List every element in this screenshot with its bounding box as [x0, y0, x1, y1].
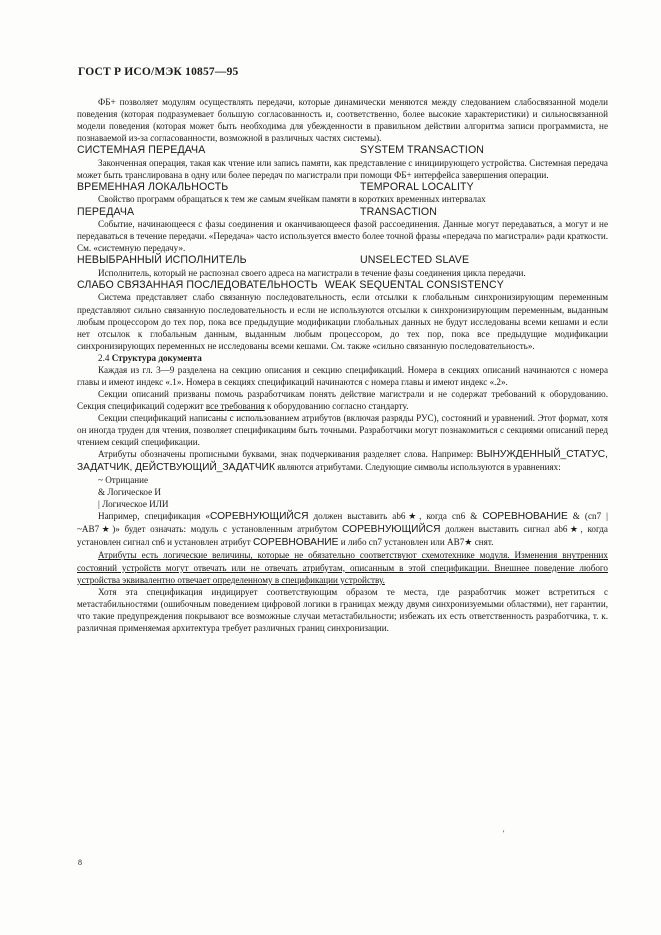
definition-transaction: Событие, начинающееся с фазы соединения и оканчивающееся фазой рассоединения. Данные могут передаваться, а могут и не передаваться в течение передачи. «Передача» часто используется вместо более точной фразы «передача по магистрали» ради краткости. См. «системную передачу».: [77, 219, 608, 254]
text-run: к оборудованию согласно стандарту.: [264, 400, 409, 411]
section-number: 2.4: [98, 352, 110, 363]
document-body: [77, 96, 608, 634]
term-ru: СЛАБО СВЯЗАННАЯ ПОСЛЕДОВАТЕЛЬНОСТЬ: [77, 278, 318, 291]
paragraph-example: [77, 510, 608, 549]
symbol-or: | Логическое ИЛИ: [98, 499, 169, 510]
page-header: ГОСТ Р ИСО/МЭК 10857—95: [78, 66, 239, 78]
symbol-not: ~ Отрицание: [98, 475, 149, 486]
term-ru: СИСТЕМНАЯ ПЕРЕДАЧА: [77, 144, 206, 157]
paragraph-descriptions: [77, 388, 608, 412]
term-en: WEAK SEQUENTAL CONSISTENCY: [324, 278, 504, 291]
paragraph-structure: Каждая из гл. 3—9 разделена на секцию описания и секцию спецификаций. Номера в секциях описаний начинаются с номера главы и имеют индекс «.1». Номера в секциях спецификаций начинаются с номера главы и имеют индекс «.2».: [77, 364, 608, 387]
paragraph-fb-plus: ФБ+ позволяет модулям осуществлять передачи, которые динамически меняются между следованием слабосвязанной модели поведения (которая подразумевает большую согласованность и, соответственно, более высокие характеристики) и сильносвязанной модели поведения (которая может быть необходима для убежденности в правильном действии алгоритма записи программиста, не познаваемой из-за согласованности, возможной в различных частях системы).: [77, 97, 608, 144]
term-system-transaction: [77, 144, 608, 157]
underlined-text: все требования: [205, 400, 265, 411]
attribute-name: СОРЕВНУЮЩИЙСЯ: [342, 524, 441, 536]
term-en: TEMPORAL LOCALITY: [360, 180, 474, 193]
text-run: Атрибуты обозначены прописными буквами, знак подчеркивания разделяет слова. Например:: [98, 449, 477, 460]
term-ru: ПЕРЕДАЧА: [77, 205, 135, 218]
text-run: должен выставить ab6★, когда cn6 &: [308, 511, 483, 522]
text-run: & (cn7 | ~AB7★)» будет означать: модуль с установленным атрибутом: [77, 511, 608, 535]
definition-weak-consistency: Система представляет слабо связанную последовательность, если отсылки к глобальным синхронизирующим переменным представляют сильно связанную последовательность и если не используются отсылки к синхронизирующим переменным, выданным любым процессором до тех пор, пока все предыдущие модификации глобальных данных не будут исследованы всеми кешами и если нет отсылок к глобальным данным, выданным любым процессором, до тех пор, пока все предыдущие модификации синхронизирующих переменных не исследованы всеми кешами. См. также «сильно связанную последовательность».: [77, 292, 608, 351]
text-run: Например, спецификация «: [98, 511, 210, 522]
symbol-and: & Логическое И: [98, 487, 162, 498]
definition-system-transaction: Законченная операция, такая как чтение или запись памяти, как представление с инициирующего устройства. Системная передача может быть транслирована в одну или более передач по магистрали при помощи ФБ+ интерфейса завершения операции.: [77, 157, 608, 180]
text-run: должен выставить сигнал ab6★, когда установлен сигнал cn6 и установлен атрибут: [77, 524, 608, 548]
section-heading: [77, 352, 608, 364]
paragraph-metastability: Хотя эта спецификация индицирует соответствующим образом те места, где разработчик может встретиться с метастабильностями (ошибочным поведением цифровой логики в границах между двумя синхронизуемыми областями), нет гарантии, что такие предупреждения покрывают все возможные случаи метастабильности; избежать их есть ответственность разработчика, т. к. различная применяемая архитектура требует различных границ синхронизации.: [77, 586, 608, 633]
term-transaction: [77, 206, 608, 219]
term-ru: ВРЕМЕННАЯ ЛОКАЛЬНОСТЬ: [77, 180, 229, 193]
term-temporal-locality: [77, 181, 608, 194]
term-unselected-slave: [77, 254, 608, 267]
term-en: UNSELECTED SLAVE: [360, 254, 470, 267]
term-ru: НЕВЫБРАННЫЙ ИСПОЛНИТЕЛЬ: [77, 254, 247, 267]
term-en: SYSTEM TRANSACTION: [360, 144, 485, 157]
attribute-name: СОРЕВНОВАНИЕ: [252, 537, 339, 549]
text-run: являются атрибутами. Следующие символы используются в уравнениях:: [274, 462, 561, 473]
attribute-names: ВЫНУЖДЕННЫЙ_СТАТУС, ЗАДАТЧИК, ДЕЙСТВУЮЩИЙ_ЗАДАТЧИК: [77, 449, 608, 474]
page-number: 8: [78, 858, 82, 867]
stray-mark: ': [503, 829, 505, 838]
paragraph-attributes: [77, 448, 608, 474]
term-en: TRANSACTION: [360, 205, 438, 218]
term-weak-consistency: [77, 279, 608, 292]
text-run: Секции описаний призваны помочь разработчикам понять действие магистрали и не содержат требований к оборудованию. Секция спецификаций содержит: [77, 388, 608, 411]
paragraph-specifications: Секции спецификаций написаны с использованием атрибутов (включая разряды РУС), состояний и уравнений. Этот формат, хотя он иногда труден для чтения, позволяет спецификациям быть точными. Разработчики могут познакомиться с секциями описаний перед чтением секций спецификации.: [77, 412, 608, 448]
definition-unselected-slave: Исполнитель, который не распознал своего адреса на магистрали в течение фазы соединения цикла передачи.: [98, 267, 526, 278]
paragraph-logical-values: Атрибуты есть логические величины, которые не обязательно соответствуют схемотехнике модуля. Изменения внутренних состояний устройств могут отвечать или не отвечать атрибутам, описанным в этой спецификации. Внешнее поведение любого устройства эквивалентно отвечает определенному в спецификации устройству.: [77, 550, 608, 585]
section-title: Структура документа: [111, 352, 202, 363]
attribute-name: СОРЕВНОВАНИЕ: [482, 511, 568, 523]
definition-temporal-locality: Свойство программ обращаться к тем же самым ячейкам памяти в коротких временных интервалах: [98, 194, 486, 205]
text-run: и либо cn7 установлен или AB7★ снят.: [338, 537, 494, 548]
attribute-name: СОРЕВНУЮЩИЙСЯ: [210, 511, 309, 523]
